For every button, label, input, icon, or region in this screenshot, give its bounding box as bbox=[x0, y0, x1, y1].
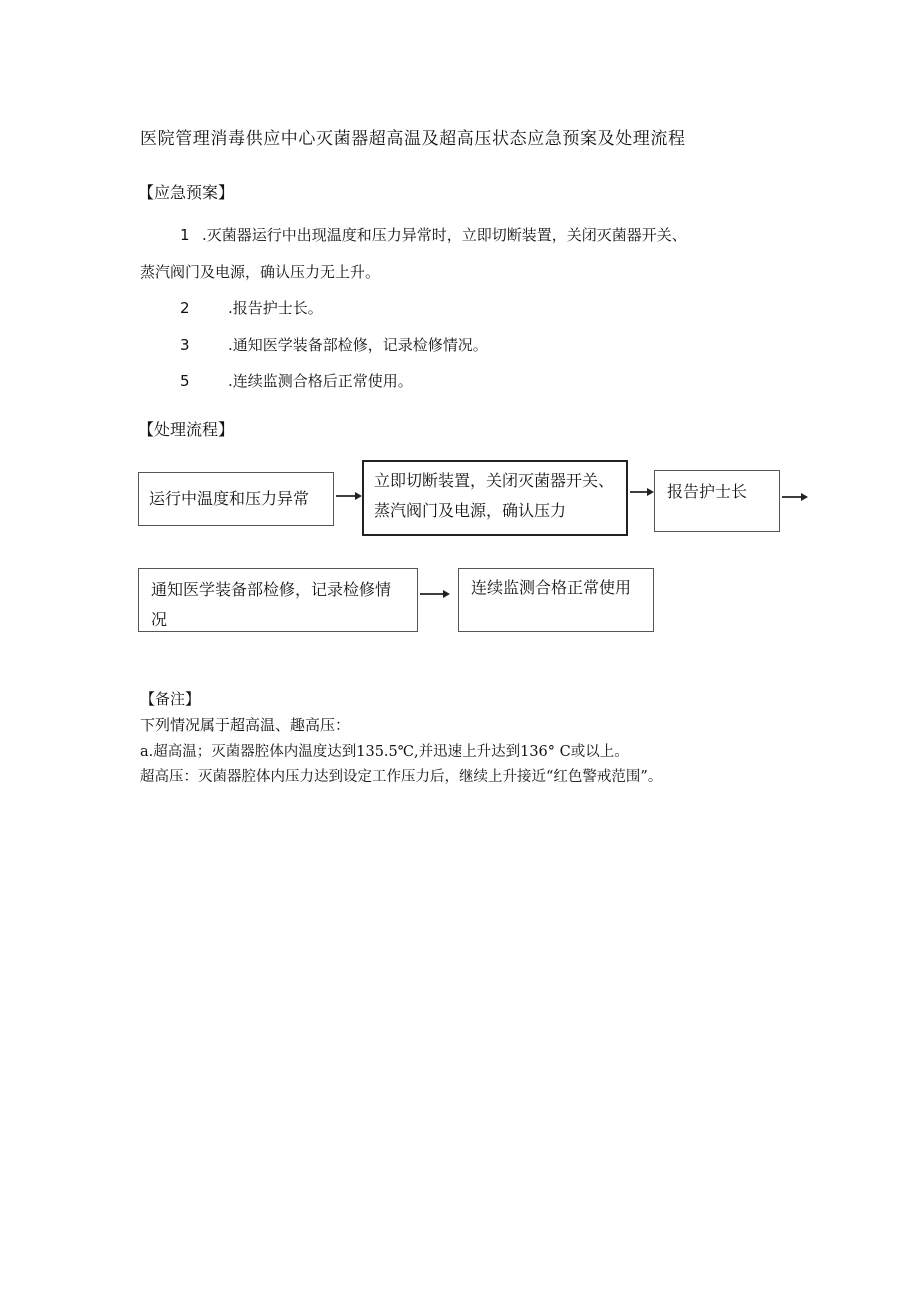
item-number: 1 bbox=[180, 226, 190, 244]
emergency-item-3 bbox=[180, 334, 488, 355]
flow-step-abnormal: 运行中温度和压力异常 bbox=[138, 472, 334, 526]
arrow-icon bbox=[630, 486, 654, 498]
emergency-item-1-cont: 蒸汽阀门及电源，确认压力无上升。 bbox=[140, 263, 381, 281]
item-number: 3 bbox=[180, 336, 190, 354]
emergency-item-5 bbox=[180, 370, 413, 391]
item-text: .通知医学装备部检修，记录检修情况。 bbox=[228, 336, 488, 354]
arrow-icon bbox=[782, 491, 808, 503]
flow-step-monitor: 连续监测合格正常使用 bbox=[458, 568, 654, 632]
emergency-heading: 【应急预案】 bbox=[138, 183, 235, 202]
item-text: .连续监测合格后正常使用。 bbox=[228, 372, 413, 390]
notes-overtemp: a.超高温；灭菌器腔体内温度达到135.5℃,并迅速上升达到136° C或以上。 bbox=[140, 744, 629, 760]
item-text: .报告护士长。 bbox=[228, 299, 323, 317]
emergency-item-1 bbox=[180, 224, 687, 245]
emergency-item-2 bbox=[180, 297, 323, 318]
flow-step-cutoff: 立即切断装置，关闭灭菌器开关、蒸汽阀门及电源，确认压力 bbox=[362, 460, 628, 536]
item-text: .灭菌器运行中出现温度和压力异常时，立即切断装置，关闭灭菌器开关、 bbox=[202, 226, 687, 244]
notes-intro: 下列情况属于超高温、趣高压： bbox=[140, 716, 351, 734]
item-number: 5 bbox=[180, 372, 190, 390]
flow-step-report: 报告护士长 bbox=[654, 470, 780, 532]
notes-overpressure: 超高压：灭菌器腔体内压力达到设定工作压力后，继续上升接近“红色警戒范围”。 bbox=[140, 769, 663, 785]
notes-heading: 【备注】 bbox=[140, 690, 201, 708]
page-title: 医院管理消毒供应中心灭菌器超高温及超高压状态应急预案及处理流程 bbox=[140, 129, 686, 149]
arrow-icon bbox=[420, 588, 450, 600]
arrow-icon bbox=[336, 490, 362, 502]
process-heading: 【处理流程】 bbox=[138, 420, 235, 439]
flow-step-repair: 通知医学装备部检修，记录检修情况 bbox=[138, 568, 418, 632]
item-number: 2 bbox=[180, 299, 190, 317]
